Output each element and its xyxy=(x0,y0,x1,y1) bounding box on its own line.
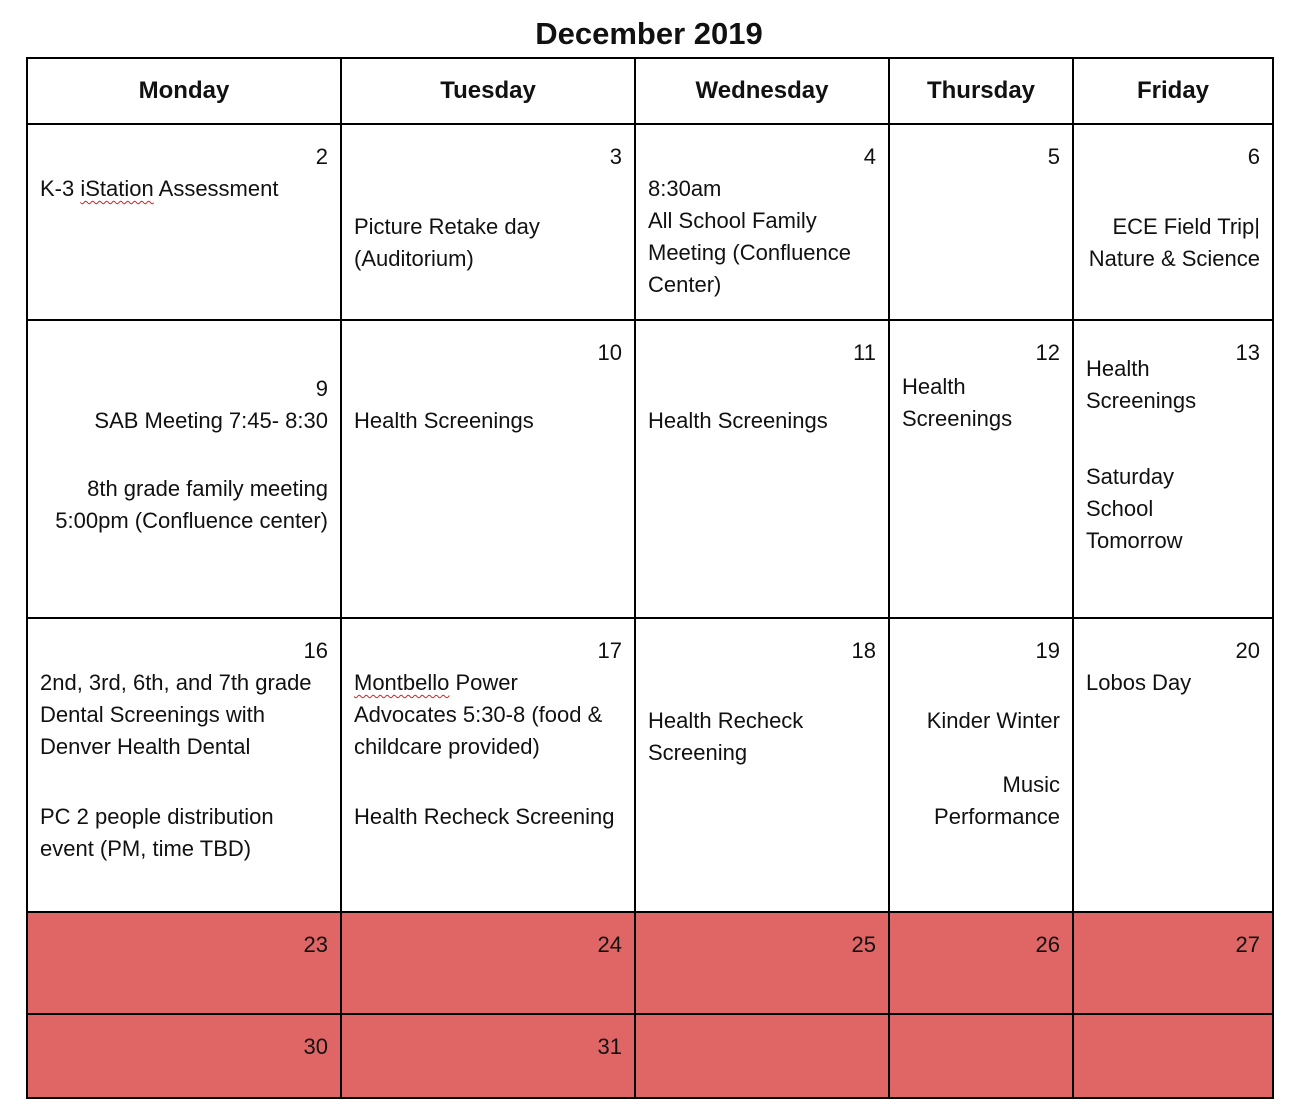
day-number: 23 xyxy=(303,932,328,957)
day-cell-13 xyxy=(1073,320,1273,618)
day-cell-30 xyxy=(27,1014,341,1098)
day-number: 6 xyxy=(1247,144,1260,169)
event: K-3 iStation Assessment xyxy=(40,176,279,201)
day-number: 12 xyxy=(1035,340,1060,365)
day-cell-3 xyxy=(341,124,635,320)
event-time: 8:30am xyxy=(648,176,722,201)
day-cell-31 xyxy=(341,1014,635,1098)
day-number: 19 xyxy=(1035,638,1060,663)
day-cell-12 xyxy=(889,320,1073,618)
day-cell-10 xyxy=(341,320,635,618)
day-number: 25 xyxy=(851,932,876,957)
event: Health Screenings xyxy=(902,374,1013,431)
header-thursday: Thursday xyxy=(889,58,1073,124)
day-cell-26 xyxy=(889,912,1073,1014)
day-number: 27 xyxy=(1235,932,1260,957)
day-cell-18 xyxy=(635,618,889,912)
day-number: 5 xyxy=(1047,144,1060,169)
day-number: 31 xyxy=(597,1034,622,1059)
day-number: 11 xyxy=(853,340,876,365)
event: Picture Retake day (Auditorium) xyxy=(354,214,540,271)
header-tuesday: Tuesday xyxy=(341,58,635,124)
day-cell-17 xyxy=(341,618,635,912)
day-number: 17 xyxy=(597,638,622,663)
event: Montbello Power Advocates 5:30-8 (food & childcare provided) xyxy=(354,670,603,759)
event: SAB Meeting 7:45- 8:30 xyxy=(94,408,328,433)
day-cell-19 xyxy=(889,618,1073,912)
header-wednesday: Wednesday xyxy=(635,58,889,124)
spellcheck-underlined-word: iStation xyxy=(80,176,154,201)
day-number: 26 xyxy=(1035,932,1060,957)
event: 2nd, 3rd, 6th, and 7th grade Dental Screenings with Denver Health Dental xyxy=(40,670,312,759)
day-number: 30 xyxy=(303,1034,328,1059)
header-friday: Friday xyxy=(1073,58,1273,124)
event: Saturday School Tomorrow xyxy=(1086,464,1183,553)
day-cell-empty xyxy=(635,1014,889,1098)
day-cell-4 xyxy=(635,124,889,320)
day-number: 4 xyxy=(863,144,876,169)
day-cell-23 xyxy=(27,912,341,1014)
event: Health Recheck Screening xyxy=(354,804,615,829)
day-cell-25 xyxy=(635,912,889,1014)
day-cell-2 xyxy=(27,124,341,320)
event: Health Screenings xyxy=(354,408,534,433)
day-number: 24 xyxy=(597,932,622,957)
day-cell-6 xyxy=(1073,124,1273,320)
day-number: 16 xyxy=(303,638,328,663)
day-cell-5 xyxy=(889,124,1073,320)
calendar-grid xyxy=(26,57,1274,1099)
day-cell-16 xyxy=(27,618,341,912)
event: Kinder Winter xyxy=(926,708,1060,733)
calendar-title: December 2019 xyxy=(535,16,763,51)
day-number: 2 xyxy=(315,144,328,169)
day-number: 10 xyxy=(597,340,622,365)
day-cell-27 xyxy=(1073,912,1273,1014)
event: Lobos Day xyxy=(1086,670,1192,695)
event: 8th grade family meeting 5:00pm (Confluence center) xyxy=(55,476,328,533)
day-number: 3 xyxy=(609,144,622,169)
day-cell-empty xyxy=(1073,1014,1273,1098)
week-row xyxy=(27,124,1273,320)
week-row xyxy=(27,618,1273,912)
week-row xyxy=(27,320,1273,618)
day-number: 9 xyxy=(315,376,328,401)
day-cell-20 xyxy=(1073,618,1273,912)
weekday-header-row xyxy=(27,58,1273,124)
event: All School Family Meeting (Confluence Center) xyxy=(648,208,852,297)
event: PC 2 people distribution event (PM, time TBD) xyxy=(40,804,274,861)
day-number: 18 xyxy=(851,638,876,663)
day-number: 20 xyxy=(1235,638,1260,663)
event: ECE Field Trip| Nature & Science xyxy=(1088,214,1260,271)
spellcheck-underlined-word: Montbello xyxy=(354,670,450,695)
day-cell-11 xyxy=(635,320,889,618)
event: Health Screenings xyxy=(1086,356,1197,413)
week-row-holiday xyxy=(27,912,1273,1014)
event: Music Performance xyxy=(934,772,1060,829)
event: Health Screenings xyxy=(648,408,828,433)
week-row-holiday xyxy=(27,1014,1273,1098)
day-cell-24 xyxy=(341,912,635,1014)
event: Health Recheck Screening xyxy=(648,708,804,765)
header-monday: Monday xyxy=(27,58,341,124)
day-number: 13 xyxy=(1235,340,1260,365)
day-cell-9 xyxy=(27,320,341,618)
day-cell-empty xyxy=(889,1014,1073,1098)
